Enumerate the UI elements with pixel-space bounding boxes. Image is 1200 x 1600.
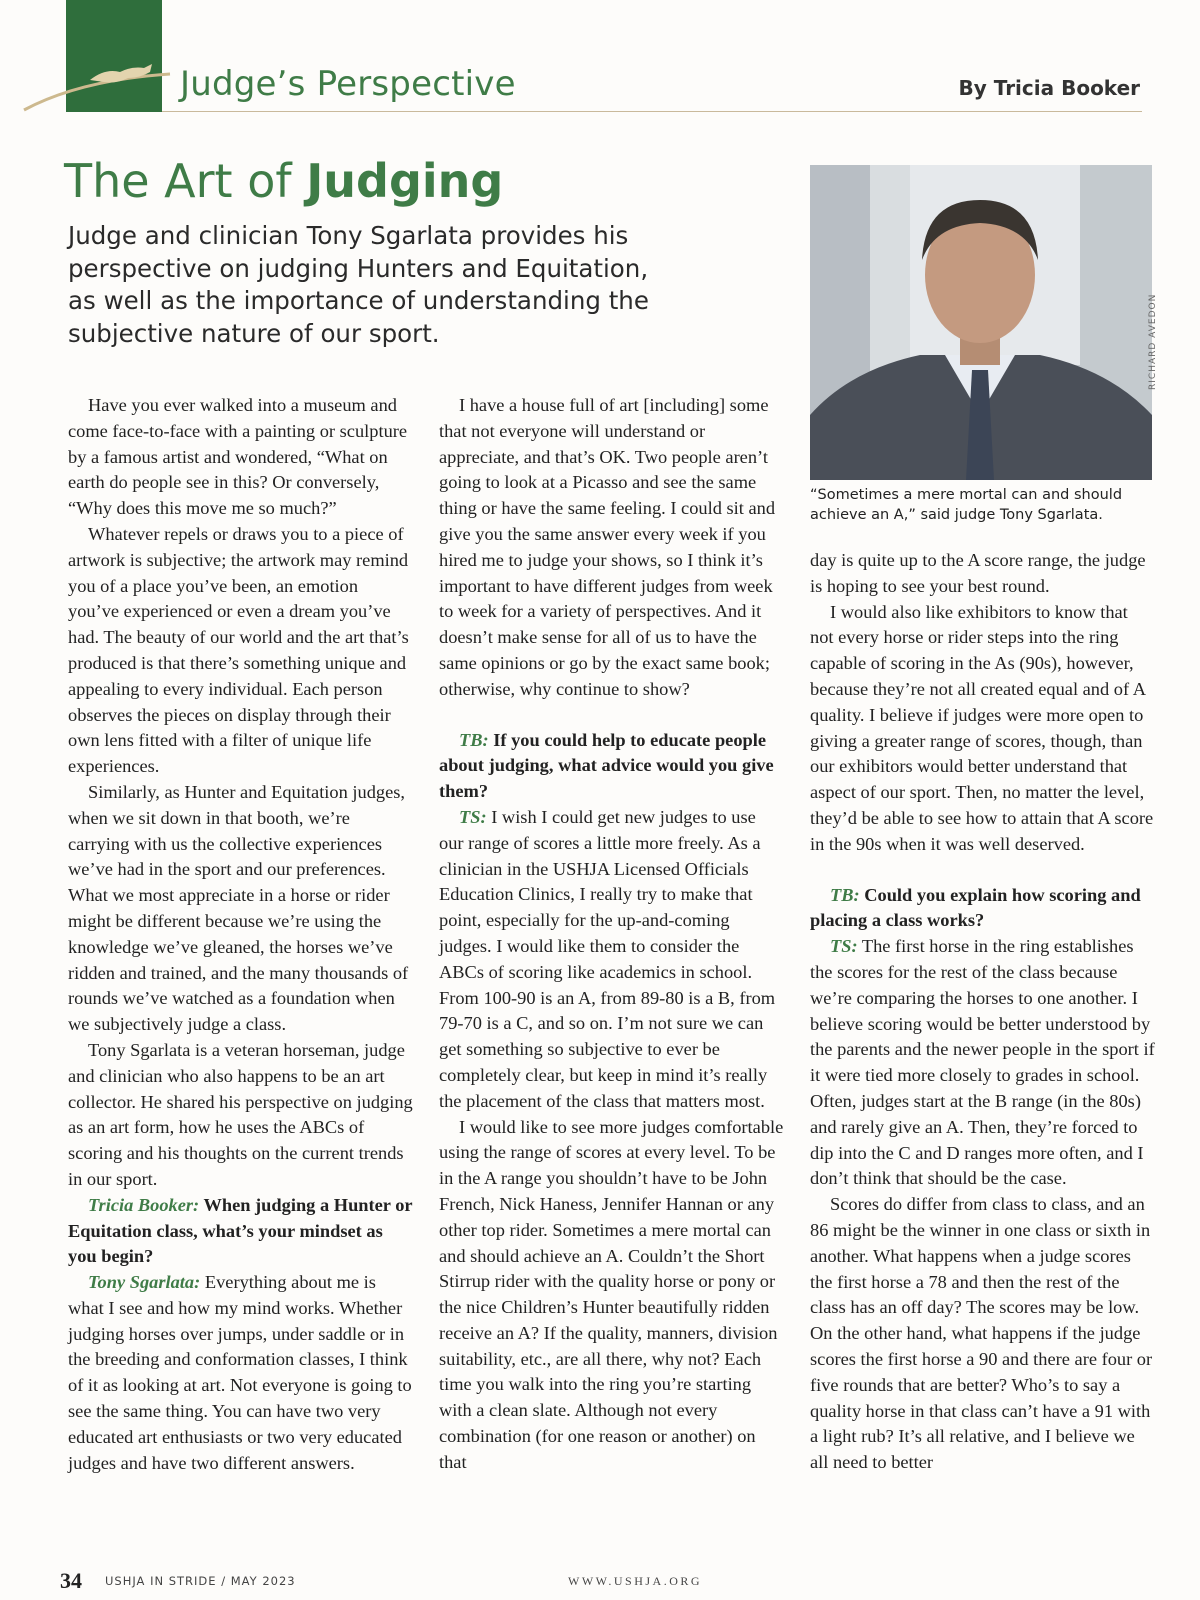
paragraph: I would like to see more judges comfortable using the range of scores at every level. To be in the A range you shouldn’t have to be John French, Nick Haness, Jennifer Hannan or any other top rider. Sometimes a mere mortal can and should achieve an A. Couldn’t the Short Stirrup rider with the quality horse or pony or the nice Children’s Hunter beautifully ridden receive an A? If the quality, manners, division suitability, etc., are all there, why not? Each time you walk into the ring you’re starting with a clean slate. Although not every combination (for one reason or another) on that (439, 1116, 784, 1472)
paragraph: day is quite up to the A score range, the judge is hoping to see your best round. (810, 550, 1146, 596)
interview-answer (68, 1270, 413, 1476)
paragraph: Scores do differ from class to class, and an 86 might be the winner in one class or sixth in another. What happens when a judge scores the first horse a 78 and then the rest of the class has an off day? The scores may be low. On the other hand, what happens if the judge scores the first horse a 90 and there are four or five rounds that are better? Who’s to say a quality horse in that class can’t have a 91 with a light rub? It’s all relative, and I believe we all need to better (810, 1194, 1153, 1473)
body-column-2 (439, 393, 784, 1476)
paragraph: Whatever repels or draws you to a piece of artwork is subjective; the artwork may remind you of a place you’ve been, an emotion you’ve experienced or even a dream you’ve had. The beauty of our world and the art that’s produced is that there’s something unique and appealing to every individual. Each person observes the pieces on display through their own lens fitted with a filter of unique life experiences. (68, 523, 409, 777)
photo-credit: RICHARD AVEDON (1148, 293, 1158, 390)
paragraph: Similarly, as Hunter and Equitation judges, when we sit down in that booth, we’re carrying with us the collective experiences we’ve had in the sport and our preferences. What we most appreciate in a horse or rider might be different because we’re using the knowledge we’ve gleaned, the horses we’ve ridden and trained, and the many thousands of rounds we’ve watched as a foundation when we subjectively judge a class. (68, 781, 409, 1035)
paragraph: Tony Sgarlata is a veteran horseman, judge and clinician who also happens to be an art collector. He shared his perspective on judging as an art form, how he uses the ABCs of scoring and his thoughts on the current trends in our sport. (68, 1039, 413, 1189)
interview-question (810, 883, 1155, 935)
paragraph: I have a house full of art [including] some that not everyone will understand or appreciate, and that’s OK. Two people aren’t going to look at a Picasso and see the same thing or have the same feeling. I could sit and give you the same answer every week if you hired me to judge your shows, so I think it’s important to have different judges from week to week for a variety of perspectives. And it doesn’t make sense for all of us to have the same opinions or go by the exact same book; otherwise, why continue to show? (439, 395, 776, 699)
page-number: 34 (60, 1568, 82, 1593)
answer-speaker: TS: (459, 806, 487, 827)
interview-question (68, 1193, 413, 1270)
body-column-3 (810, 548, 1155, 1476)
answer-text: Everything about me is what I see and how my mind works. Whether judging horses over jumps, under saddle or in the breeding and conformation classes, I think of it as looking at art. Not everyone is going to see the same thing. You can have two very educated art enthusiasts or two very educated judges and have two different answers. (68, 1272, 412, 1473)
interview-question (439, 728, 784, 805)
question-speaker: Tricia Booker: (88, 1194, 200, 1215)
interview-answer (439, 805, 784, 1115)
answer-text: I wish I could get new judges to use our range of scores a little more freely. As a clinician in the USHJA Licensed Officials Education Clinics, I really try to make that point, especially for the up-and-coming judges. I would like them to consider the ABCs of scoring like academics in school. From 100-90 is an A, from 89-80 is a B, from 79-70 is a C, and so on. I’m not sure we can get something so subjective to ever be completely clear, but keep in mind it’s really the placement of the class that matters most. (439, 806, 776, 1111)
interview-answer (810, 934, 1155, 1192)
question-text: If you could help to educate people about judging, what advice would you give them? (439, 729, 774, 802)
body-column-1 (68, 393, 413, 1476)
section-title: Judge’s Perspective (180, 64, 516, 104)
question-speaker: TB: (459, 729, 489, 750)
paragraph: I would also like exhibitors to know that not every horse or rider steps into the ring capable of scoring in the As (90s), however, because they’re not all created equal and of A quality. I believe if judges were more open to giving a greater range of scores, though, than our exhibitors would better understand that aspect of our sport. Then, no matter the level, they’d be able to see how to attain that A score in the 90s when it was well deserved. (810, 601, 1154, 854)
publication-name: USHJA IN STRIDE / MAY 2023 (105, 1574, 296, 1588)
article-title-light: The Art of (64, 154, 307, 208)
website-link[interactable]: WWW.USHJA.ORG (568, 1574, 703, 1588)
photo-caption: “Sometimes a mere mortal can and should achieve an A,” said judge Tony Sgarlata. (810, 487, 1123, 523)
article-title-bold: Judging (306, 154, 504, 208)
article-dek: Judge and clinician Tony Sgarlata provides his perspective on judging Hunters and Equitation, as well as the importance of understanding the subjective nature of our sport. (68, 221, 649, 348)
byline: By Tricia Booker (958, 76, 1140, 100)
paragraph: Have you ever walked into a museum and come face-to-face with a painting or sculpture by a famous artist and wondered, “What on earth do people see in this? Or conversely, “Why does this move me so much?” (68, 395, 408, 519)
article-title (64, 154, 504, 208)
answer-speaker: Tony Sgarlata: (88, 1272, 201, 1293)
answer-speaker: TS: (830, 936, 858, 957)
question-text: When judging a Hunter or Equitation class, what’s your mindset as you begin? (68, 1194, 413, 1267)
portrait-photo (810, 165, 1152, 480)
horse-jumper-logo-icon (20, 58, 180, 118)
question-speaker: TB: (830, 884, 860, 905)
question-text: Could you explain how scoring and placing a class works? (810, 884, 1141, 931)
answer-text: The first horse in the ring establishes the scores for the rest of the class because we’re comparing the horses to one another. I believe scoring would be better understood by the parents and the newer people in the sport if it were tied more closely to grades in school. Often, judges start at the B range (in the 80s) and rarely give an A. Then, they’re forced to dip into the C and D ranges more often, and I don’t think that should be the case. (810, 936, 1155, 1189)
header-divider (162, 111, 1142, 112)
